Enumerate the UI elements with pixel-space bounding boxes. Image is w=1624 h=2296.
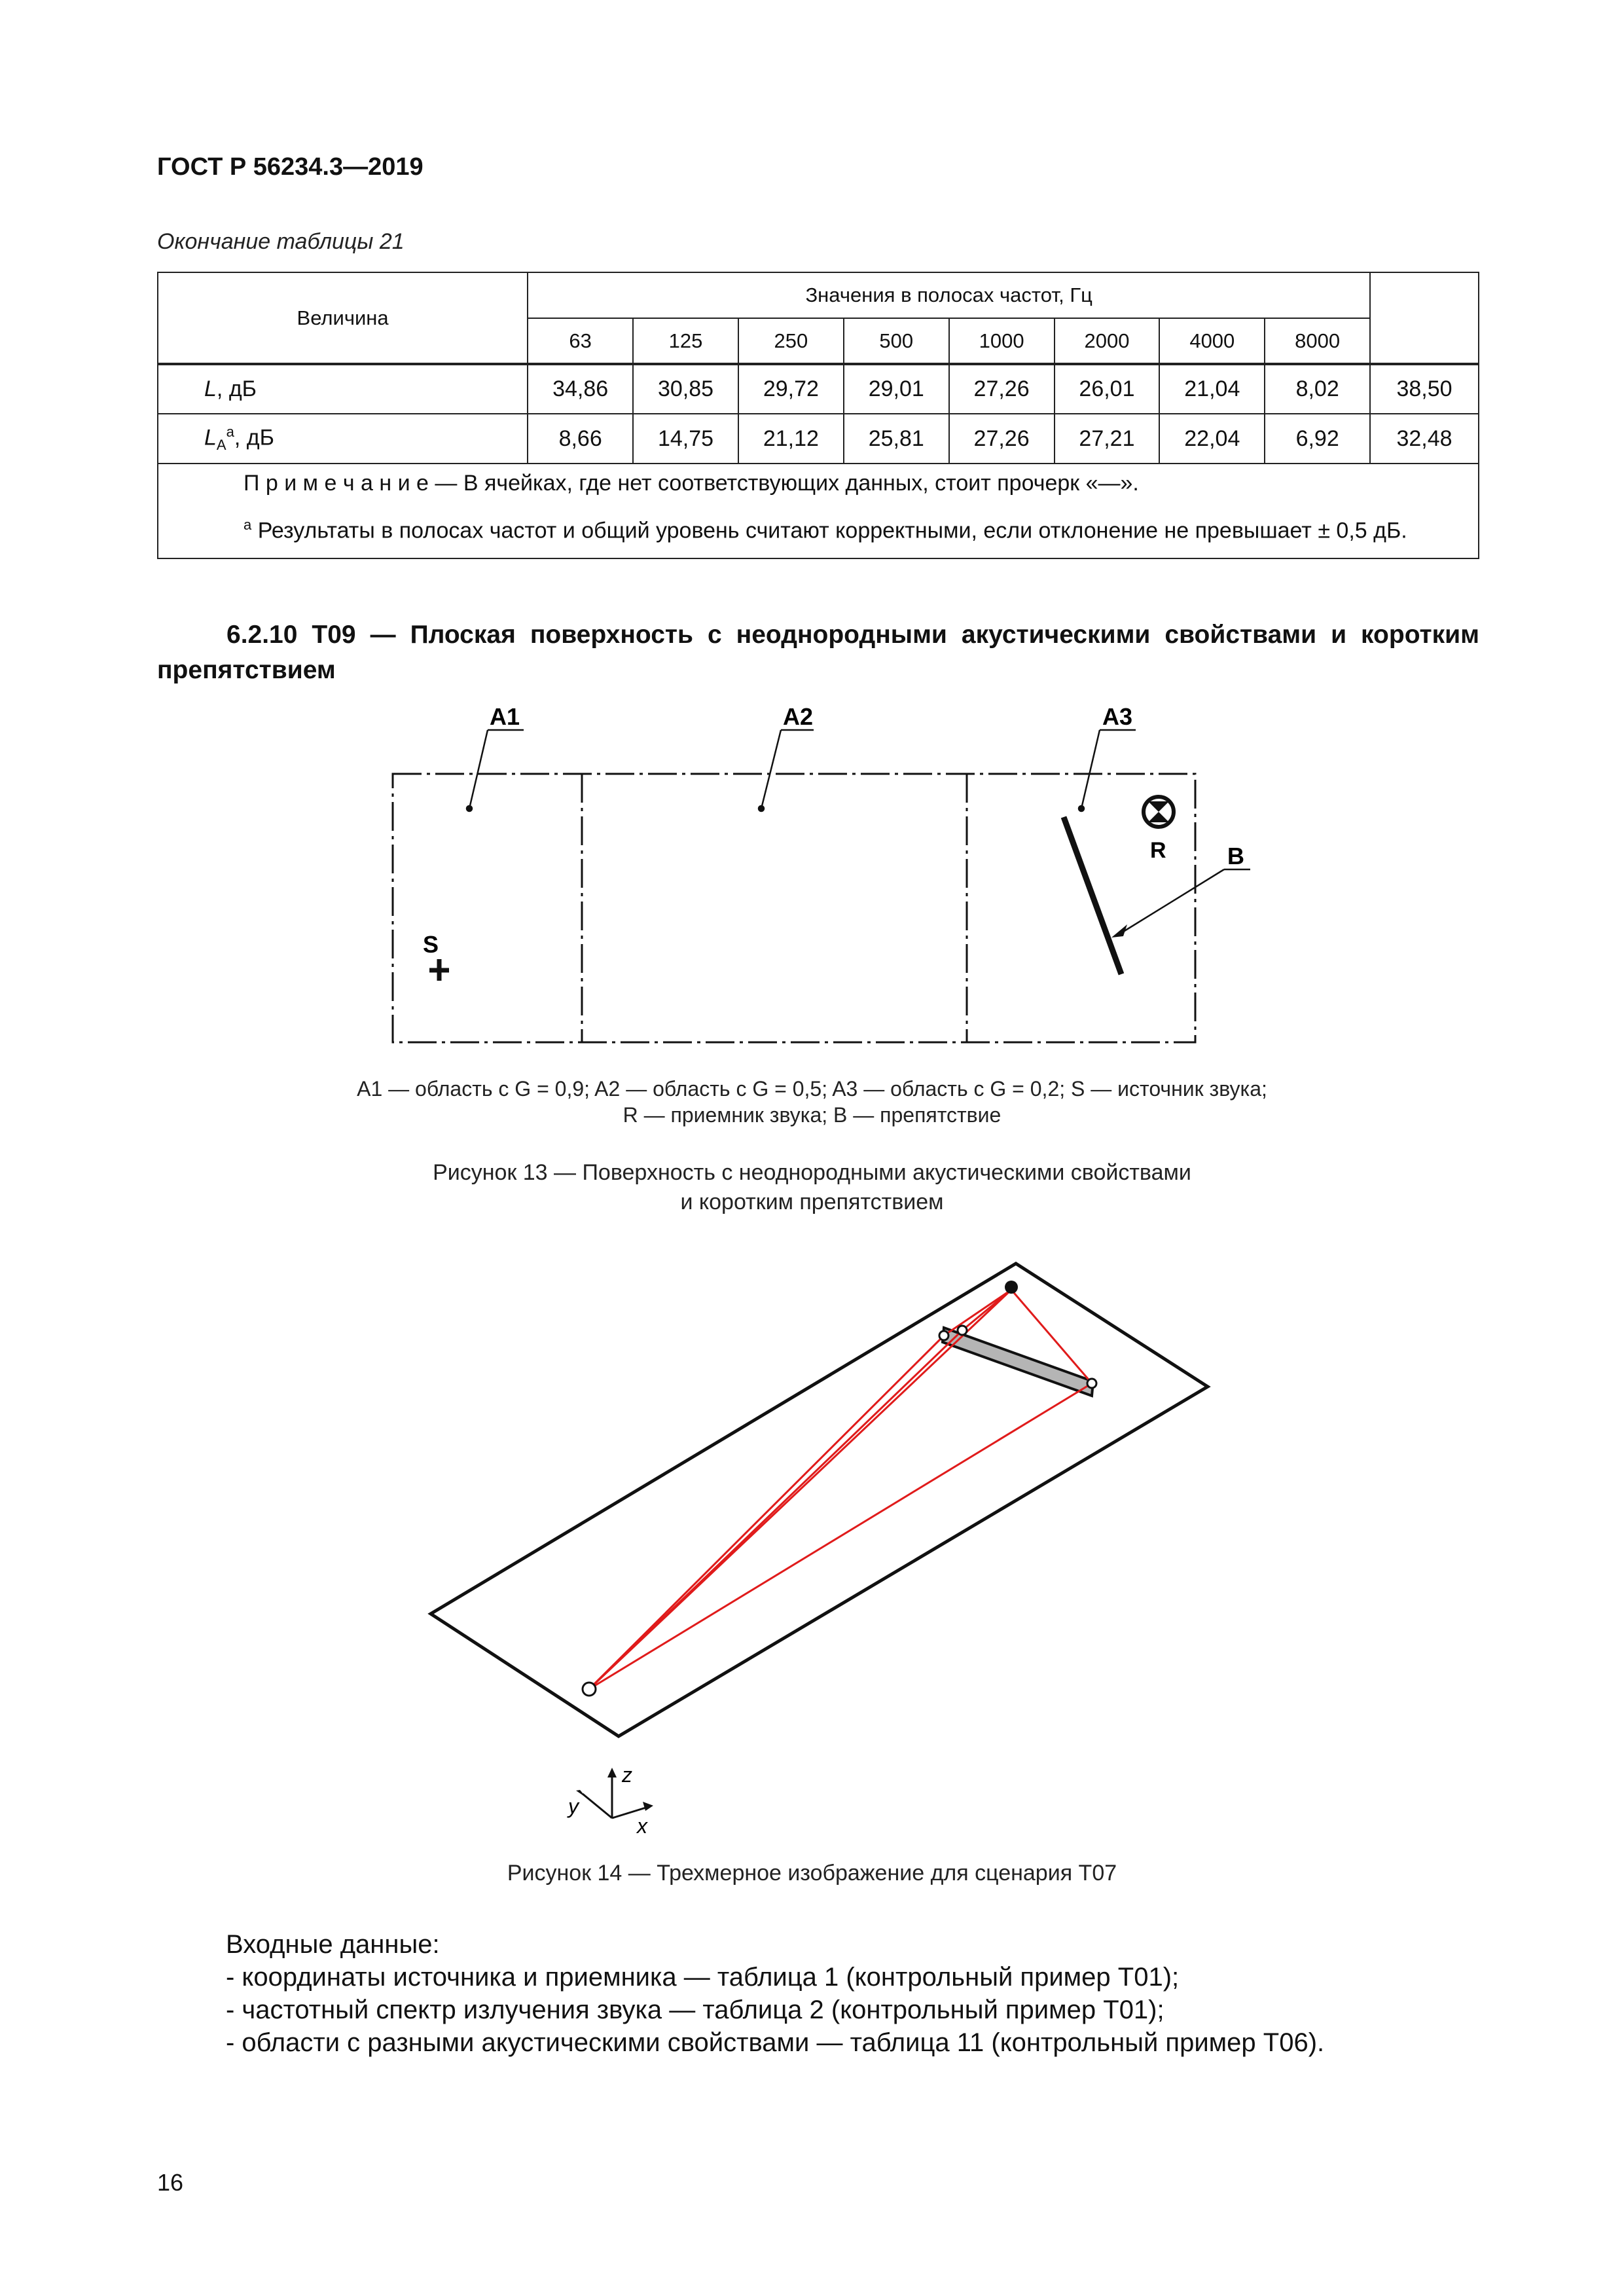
section-heading: 6.2.10 T09 — Плоская поверхность с неоднородными акустическими свойствами и коротким препятствием bbox=[157, 621, 1479, 684]
table-21 bbox=[157, 272, 1479, 559]
table-cell-total: 38,50 bbox=[1370, 364, 1479, 414]
figure-13-legend-line2: R — приемник звука; B — препятствие bbox=[623, 1103, 1001, 1127]
freq-header-cell: 4000 bbox=[1159, 318, 1265, 364]
ground-plane bbox=[431, 1264, 1208, 1736]
document-header: ГОСТ Р 56234.3—2019 bbox=[157, 153, 424, 181]
input-data-title: Входные данные: bbox=[226, 1930, 440, 1959]
list-item: - координаты источника и приемника — таблица 1 (контрольный пример T01); bbox=[226, 1963, 1180, 1992]
freq-header-cell: 8000 bbox=[1265, 318, 1370, 364]
figure-14-3d-view bbox=[0, 1244, 1624, 1846]
receiver-icon bbox=[1144, 797, 1174, 827]
label-a2: A2 bbox=[783, 703, 814, 730]
figure-13-legend-line1: A1 — область с G = 0,9; A2 — область с G = 0,5; A3 — область с G = 0,2; S — источник звука; bbox=[357, 1077, 1267, 1101]
figure-14-caption: Рисунок 14 — Трехмерное изображение для сценария T07 bbox=[507, 1861, 1117, 1886]
freq-header-cell: 500 bbox=[844, 318, 949, 364]
table-notes bbox=[158, 464, 1479, 558]
ray-paths bbox=[589, 1290, 1092, 1689]
label-a1: A1 bbox=[490, 703, 520, 730]
table-cell-total: 32,48 bbox=[1370, 414, 1479, 464]
table-row bbox=[158, 414, 1479, 464]
axis-z-label: z bbox=[622, 1763, 632, 1787]
table-cell: 8,66 bbox=[528, 414, 633, 464]
row-label: $L_A^a$, дБ bbox=[158, 414, 528, 464]
barrier-shape bbox=[943, 1328, 1093, 1396]
list-item: - области с разными акустическими свойствами — таблица 11 (контрольный пример T06). bbox=[226, 2028, 1325, 2057]
list-item: - частотный спектр излучения звука — таблица 2 (контрольный пример T01); bbox=[226, 1995, 1164, 2024]
total-level-header bbox=[1370, 272, 1479, 364]
figure-13-caption-line1: Рисунок 13 — Поверхность с неоднородными акустическими свойствами bbox=[433, 1160, 1191, 1185]
source-cross-icon bbox=[429, 959, 449, 981]
label-s: S bbox=[423, 931, 439, 958]
table-cell: 27,26 bbox=[949, 414, 1055, 464]
table-cell: 14,75 bbox=[633, 414, 738, 464]
table-cell: 21,12 bbox=[738, 414, 844, 464]
a3-marker bbox=[1079, 806, 1084, 811]
a2-marker bbox=[759, 806, 764, 811]
table-note: П р и м е ч а н и е — В ячейках, где нет соответствующих данных, стоит прочерк «—». bbox=[244, 471, 1139, 496]
freq-header-cell: 2000 bbox=[1055, 318, 1160, 364]
table-cell: 27,21 bbox=[1055, 414, 1160, 464]
freq-header-cell: 1000 bbox=[949, 318, 1055, 364]
table-cell: 27,26 bbox=[949, 364, 1055, 414]
figure-13-caption-line2: и коротким препятствием bbox=[680, 1190, 944, 1214]
table-row bbox=[158, 364, 1479, 414]
frequency-band-header: Значения в полосах частот, Гц bbox=[528, 272, 1370, 318]
table-cell: 21,04 bbox=[1159, 364, 1265, 414]
axis-x-label: x bbox=[637, 1814, 647, 1838]
table-cell: 26,01 bbox=[1055, 364, 1160, 414]
figure-13-diagram bbox=[0, 694, 1624, 1061]
column-header-quantity: Величина bbox=[158, 272, 528, 364]
arrow-head-icon bbox=[1111, 924, 1127, 938]
label-r: R bbox=[1150, 838, 1166, 863]
table-footnote: $^a$ Результаты в полосах частот и общий уровень считают корректными, если отклонение не превышает ± 0,5 дБ. bbox=[244, 517, 1407, 543]
table-cell: 8,02 bbox=[1265, 364, 1370, 414]
table-cell: 25,81 bbox=[844, 414, 949, 464]
axis-y-label: y bbox=[568, 1795, 579, 1818]
freq-header-cell: 63 bbox=[528, 318, 633, 364]
a1-marker bbox=[467, 806, 472, 811]
freq-header-cell: 125 bbox=[633, 318, 738, 364]
table-cell: 6,92 bbox=[1265, 414, 1370, 464]
barrier-line bbox=[1064, 817, 1121, 974]
page-number: 16 bbox=[157, 2169, 184, 2196]
freq-header-cell: 250 bbox=[738, 318, 844, 364]
label-b: B bbox=[1227, 843, 1244, 869]
table-cell: 29,01 bbox=[844, 364, 949, 414]
table-cell: 29,72 bbox=[738, 364, 844, 414]
axes-icon bbox=[583, 1774, 648, 1818]
table-cell: 30,85 bbox=[633, 364, 738, 414]
table-cell: 34,86 bbox=[528, 364, 633, 414]
receiver-point-icon bbox=[1005, 1281, 1018, 1294]
table-continuation-caption: Окончание таблицы 21 bbox=[157, 229, 405, 254]
table-cell: 22,04 bbox=[1159, 414, 1265, 464]
source-point-icon bbox=[583, 1683, 596, 1696]
row-label: L, дБ bbox=[158, 364, 528, 414]
label-a3: A3 bbox=[1102, 703, 1133, 730]
surface-outline bbox=[393, 774, 1195, 1042]
